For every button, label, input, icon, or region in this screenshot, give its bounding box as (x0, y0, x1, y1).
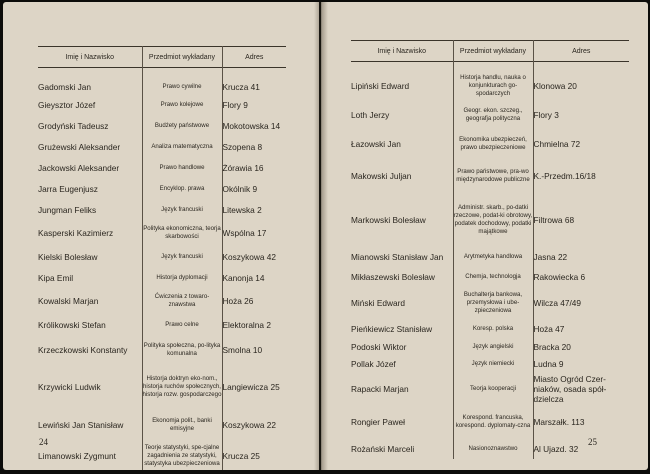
person-name: Lipiński Edward (351, 80, 410, 91)
subject-cell: Polityka społeczna, po-lityka komunalna (142, 335, 222, 364)
header-subject: Przedmiot wykładany (453, 41, 533, 62)
table-row (38, 410, 286, 439)
subject-cell: Historja handlu, nauka o konjunkturach go-spodarczych (453, 71, 533, 100)
address-cell: Okólnik 9 (222, 178, 286, 199)
left-rows (38, 68, 286, 471)
address-cell: Bracka 20 (533, 338, 629, 355)
person-name: Kielski Bolesław (38, 251, 98, 262)
person-name: Rapacki Marjan (351, 383, 409, 394)
person-name: Loth Jerzy (351, 109, 390, 120)
subject-cell: Język francuski (142, 246, 222, 267)
person-name: Krzeczkowski Konstanty (38, 344, 128, 355)
subject-cell: Administr. skarb., po-datki rzeczowe, podat-ki obrotowy, podatek dochodowy, podatki majątkowe (453, 194, 533, 246)
right-page (321, 2, 648, 470)
page-number: 25 (588, 437, 597, 447)
table-row (38, 199, 286, 220)
person-name: Jungman Feliks (38, 204, 97, 215)
address-cell: Hoża 26 (222, 288, 286, 314)
header-address: Adres (533, 41, 629, 62)
person-name: Rongier Paweł (351, 416, 405, 427)
table-row (351, 71, 629, 100)
table-row (38, 267, 286, 288)
subject-cell: Buchalterja bankowa, przemysłowa i ube-zpieczeniowa (453, 286, 533, 319)
table-row (351, 338, 629, 355)
table-row (38, 364, 286, 410)
table-row (351, 100, 629, 129)
faculty-table-right (351, 40, 629, 459)
address-cell: Flory 3 (533, 100, 629, 129)
person-name: Jarra Eugenjusz (38, 183, 98, 194)
person-name: Gadomski Jan (38, 81, 92, 92)
address-cell: Koszykowa 22 (222, 410, 286, 439)
table-row (38, 220, 286, 246)
right-rows (351, 62, 629, 460)
table-header-row (38, 47, 286, 68)
subject-cell: Chemja, technologja (453, 267, 533, 286)
address-cell: Flory 9 (222, 94, 286, 115)
table-row (351, 405, 629, 438)
subject-cell: Język niemiecki (453, 355, 533, 372)
table-row (38, 335, 286, 364)
table-row (351, 246, 629, 267)
person-name: Gieysztor Józef (38, 99, 96, 110)
header-address: Adres (222, 47, 286, 68)
address-cell: Chmielna 72 (533, 129, 629, 158)
subject-cell: Budżety państwowe (142, 115, 222, 136)
table-row (38, 439, 286, 470)
person-name: Grodyński Tadeusz (38, 120, 109, 131)
header-subject: Przedmiot wykładany (142, 47, 222, 68)
person-name: Kowalski Marjan (38, 296, 99, 306)
subject-cell: Historja dyplomacji (142, 267, 222, 288)
subject-cell: Ekonomja polit., banki emisyjne (142, 410, 222, 439)
subject-cell: Prawo cywilne (142, 79, 222, 94)
table-row (38, 94, 286, 115)
table-row (38, 178, 286, 199)
subject-cell: Język angielski (453, 338, 533, 355)
table-header-row (351, 41, 629, 62)
person-name: Kipa Emil (38, 272, 74, 283)
person-name: Limanowski Zygmunt (38, 451, 116, 461)
subject-cell: Ćwiczenia z towaro-znawstwa (142, 288, 222, 314)
address-cell: Mokotowska 14 (222, 115, 286, 136)
table-row (38, 314, 286, 335)
address-cell: Wilcza 47/49 (533, 286, 629, 319)
subject-cell: Nasionoznawstwo (453, 438, 533, 459)
table-row (38, 157, 286, 178)
table-row (351, 286, 629, 319)
address-cell: Litewska 2 (222, 199, 286, 220)
address-cell: Wspólna 17 (222, 220, 286, 246)
person-name: Królikowski Stefan (38, 319, 106, 330)
subject-cell: Prawo państwowe, pra-wo międzynarodowe publiczne (453, 158, 533, 194)
table-row (351, 355, 629, 372)
table-row (351, 158, 629, 194)
address-cell: Marszałk. 113 (533, 405, 629, 438)
subject-cell: Teorje statystyki, spe-cjalne zagadnienia ze statystyki, statystyka ubezpieczeniowa (142, 439, 222, 470)
table-row (351, 267, 629, 286)
address-cell: Smolna 10 (222, 335, 286, 364)
table-row (351, 129, 629, 158)
table-row (38, 115, 286, 136)
subject-cell: Analiza matematyczna (142, 136, 222, 157)
subject-cell: Geogr. ekon. szczeg., geografja polityczna (453, 100, 533, 129)
person-name: Pollak Józef (351, 358, 396, 369)
table-row (351, 372, 629, 405)
person-name: Jackowski Aleksander (38, 162, 120, 173)
faculty-table-left (38, 46, 286, 470)
subject-cell: Polityka ekonomiczna, teorja skarbowości (142, 220, 222, 246)
person-name: Mikłaszewski Bolesław (351, 271, 435, 282)
address-cell: Jasna 22 (533, 246, 629, 267)
subject-cell: Prawo kolejowe (142, 94, 222, 115)
address-cell: Al Ujazd. 32 (533, 438, 629, 459)
address-cell: Krucza 41 (222, 79, 286, 94)
address-cell: Krucza 25 (222, 439, 286, 470)
left-page (3, 2, 319, 470)
person-name: Rożański Marceli (351, 443, 415, 454)
address-cell: Miasto Ogród Czer-niaków, osada spół-dzielcza (533, 372, 629, 405)
person-name: Miński Edward (351, 297, 405, 308)
subject-cell: Arytmetyka handlowa (453, 246, 533, 267)
person-name: Makowski Juljan (351, 171, 412, 181)
address-cell: Kanonja 14 (222, 267, 286, 288)
address-cell: Klonowa 20 (533, 71, 629, 100)
person-name: Krzywicki Ludwik (38, 382, 101, 392)
subject-cell: Język francuski (142, 199, 222, 220)
table-row (351, 194, 629, 246)
subject-cell: Encyklop. prawa (142, 178, 222, 199)
subject-cell: Korespond. francuska, korespond. dyplomaty-czna (453, 405, 533, 438)
person-name: Podoski Wiktor (351, 341, 407, 352)
person-name: Kasperski Kazimierz (38, 228, 114, 238)
header-name: Imię i Nazwisko (377, 47, 427, 55)
address-cell: Elektoralna 2 (222, 314, 286, 335)
table-row (38, 288, 286, 314)
address-cell: Filtrowa 68 (533, 194, 629, 246)
address-cell: Rakowiecka 6 (533, 267, 629, 286)
person-name: Lewiński Jan Stanisław (38, 419, 124, 430)
person-name: Łazowski Jan (351, 138, 401, 149)
address-cell: Żórawia 16 (222, 157, 286, 178)
table-row (38, 246, 286, 267)
subject-cell: Historja doktryn eko-nom., historja ruchów społecznych, historja rozw. gospodarczego (142, 364, 222, 410)
address-cell: K.-Przedm.16/18 (533, 158, 629, 194)
subject-cell: Prawo celne (142, 314, 222, 335)
address-cell: Hoża 47 (533, 319, 629, 338)
person-name: Grużewski Aleksander (38, 141, 121, 152)
address-cell: Langiewicza 25 (222, 364, 286, 410)
page-number: 24 (39, 437, 48, 447)
table-row (38, 136, 286, 157)
person-name: Markowski Bolesław (351, 215, 426, 225)
table-row (351, 319, 629, 338)
table-row (38, 79, 286, 94)
header-name: Imię i Nazwisko (65, 53, 115, 61)
address-cell: Szopena 8 (222, 136, 286, 157)
person-name: Mianowski Stanisław Jan (351, 251, 444, 262)
person-name: Pieńkiewicz Stanisław (351, 323, 433, 334)
subject-cell: Ekonomika ubezpieczeń, prawo ubezpieczeniowe (453, 129, 533, 158)
subject-cell: Prawo handlowe (142, 157, 222, 178)
subject-cell: Teorja kooperacji (453, 372, 533, 405)
address-cell: Koszykowa 42 (222, 246, 286, 267)
address-cell: Ludna 9 (533, 355, 629, 372)
subject-cell: Koresp. polska (453, 319, 533, 338)
